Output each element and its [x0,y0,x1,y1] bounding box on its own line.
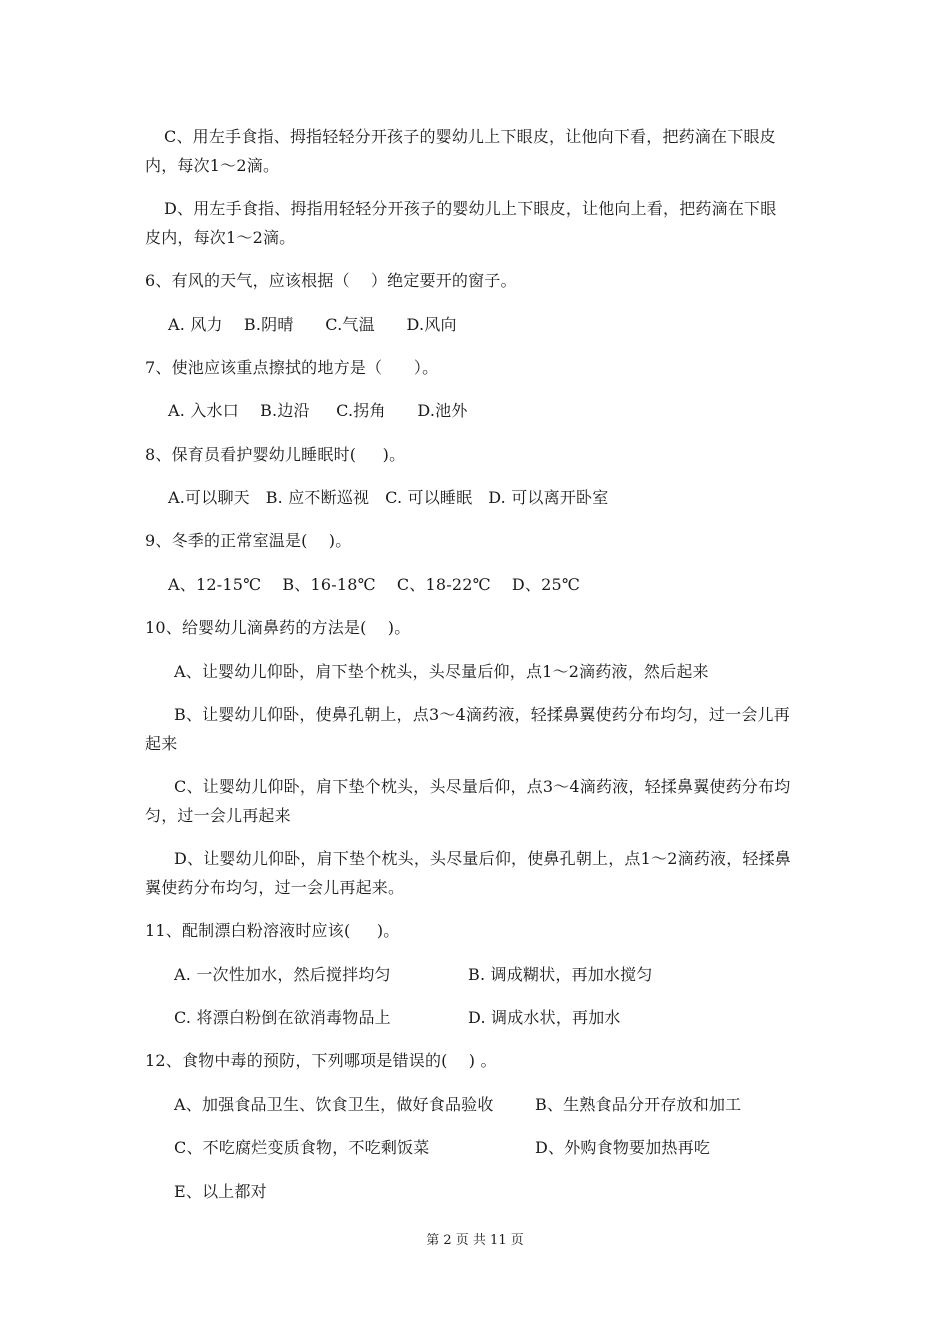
q6-options: A. 风力 B.阴晴 C.气温 D.风向 [168,315,457,334]
q12-option-a: A、加强食品卫生、饮食卫生，做好食品验收 [174,1095,494,1114]
q10-option-b-line1: B、让婴幼儿仰卧，使鼻孔朝上，点3～4滴药液，轻揉鼻翼使药分布均匀，过一会儿再 [174,705,790,724]
q10-option-c-line2: 匀，过一会儿再起来 [145,806,291,825]
q10-option-d-line2: 翼使药分布均匀，过一会儿再起来。 [145,878,405,897]
q11-option-c: C. 将漂白粉倒在欲消毒物品上 [174,1008,391,1027]
q10-option-d-line1: D、让婴幼儿仰卧，肩下垫个枕头，头尽量后仰，使鼻孔朝上，点1～2滴药液，轻揉鼻 [174,849,791,868]
q5-option-c-line2: 内，每次1～2滴。 [145,156,280,175]
q12-question: 12、食物中毒的预防，下列哪项是错误的( ) 。 [145,1051,497,1070]
q6-question: 6、有风的天气，应该根据（ ）绝定要开的窗子。 [145,271,517,290]
q12-option-d: D、外购食物要加热再吃 [535,1138,711,1157]
q11-option-b: B. 调成糊状，再加水搅匀 [468,965,653,984]
q11-question: 11、配制漂白粉溶液时应该( )。 [145,921,400,940]
q7-options: A. 入水口 B.边沿 C.拐角 D.池外 [168,401,468,420]
q9-options: A、12-15℃ B、16-18℃ C、18-22℃ D、25℃ [168,575,580,594]
q10-option-c-line1: C、让婴幼儿仰卧，肩下垫个枕头，头尽量后仰，点3～4滴药液，轻揉鼻翼使药分布均 [174,777,791,796]
q9-question: 9、冬季的正常室温是( )。 [145,531,352,550]
q5-option-c-line1: C、用左手食指、拇指轻轻分开孩子的婴幼儿上下眼皮，让他向下看，把药滴在下眼皮 [164,127,776,146]
q8-question: 8、保育员看护婴幼儿睡眠时( )。 [145,445,406,464]
q11-option-a: A. 一次性加水，然后搅拌均匀 [174,965,391,984]
q7-question: 7、使池应该重点擦拭的地方是（ ）。 [145,358,439,377]
q8-options: A.可以聊天 B. 应不断巡视 C. 可以睡眠 D. 可以离开卧室 [168,488,609,507]
q10-option-b-line2: 起来 [145,734,178,753]
page-footer: 第 2 页 共 11 页 [426,1233,524,1248]
q11-option-d: D. 调成水状，再加水 [468,1008,621,1027]
q10-option-a: A、让婴幼儿仰卧，肩下垫个枕头，头尽量后仰，点1～2滴药液，然后起来 [174,662,709,681]
q12-option-e: E、以上都对 [174,1182,267,1201]
q5-option-d-line1: D、用左手食指、拇指用轻轻分开孩子的婴幼儿上下眼皮，让他向上看，把药滴在下眼 [164,199,777,218]
q12-option-c: C、不吃腐烂变质食物，不吃剩饭菜 [174,1138,430,1157]
q5-option-d-line2: 皮内，每次1～2滴。 [145,228,296,247]
q10-question: 10、给婴幼儿滴鼻药的方法是( )。 [145,618,411,637]
q12-option-b: B、生熟食品分开存放和加工 [535,1095,742,1114]
